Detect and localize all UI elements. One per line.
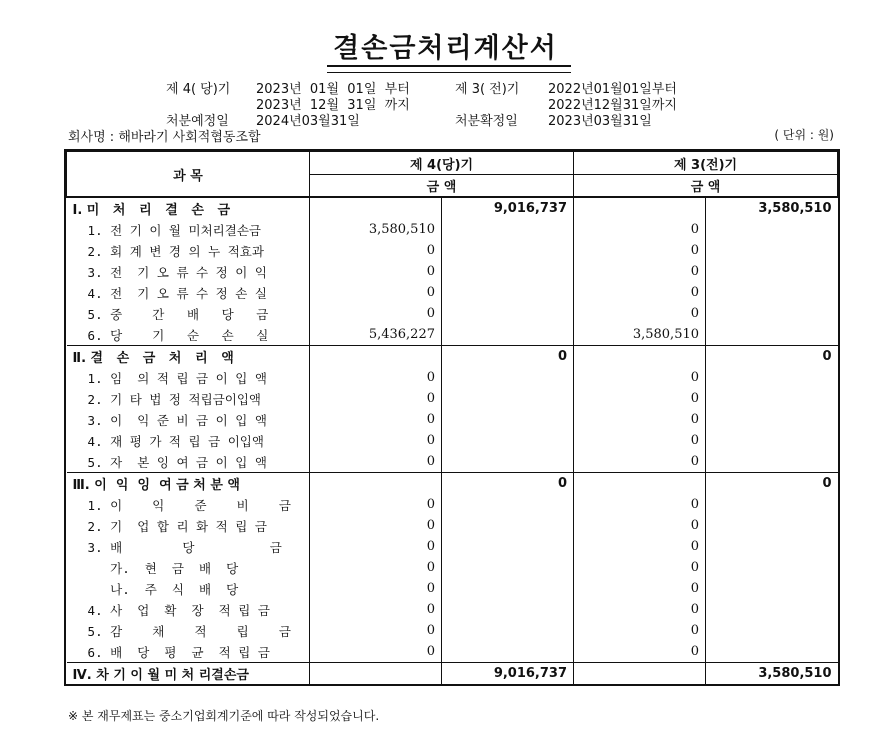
current-detail-cell: [310, 663, 442, 685]
table-row: [67, 451, 838, 473]
table-row: [67, 261, 838, 282]
prior-detail-cell: [574, 473, 706, 495]
current-detail-amount: 0: [310, 599, 442, 620]
current-total-cell: [442, 620, 574, 641]
current-period-label: 제 4( 당)기: [166, 82, 231, 97]
company-name: 회사명 : 해바라기 사회적협동조합: [68, 130, 261, 145]
table-row: [67, 430, 838, 451]
table-row: [67, 557, 838, 578]
account-label: 3. 전 기 오 류 수 정 이 익: [67, 261, 310, 282]
current-total-cell: [442, 451, 574, 473]
current-detail-cell: [310, 197, 442, 219]
prior-detail-cell: [574, 663, 706, 685]
current-total-cell: [442, 219, 574, 240]
prior-detail-amount: 0: [574, 515, 706, 536]
prior-total-amount: 0: [706, 346, 838, 368]
section-row: [67, 197, 838, 219]
prior-detail-amount: 0: [574, 430, 706, 451]
header-prior-period: 제 3(전)기: [574, 152, 838, 175]
current-period-to: 2023년 12월 31일 까지: [256, 98, 410, 113]
prior-detail-cell: [574, 346, 706, 368]
account-label: Ⅰ. 미 처 리 결 손 금: [67, 197, 310, 219]
current-total-cell: [442, 536, 574, 557]
account-label: 5. 자 본 잉 여 금 이 입 액: [67, 451, 310, 473]
prior-detail-amount: 0: [574, 536, 706, 557]
current-detail-amount: 0: [310, 240, 442, 261]
account-label: Ⅱ. 결 손 금 처 리 액: [67, 346, 310, 368]
current-detail-amount: 0: [310, 494, 442, 515]
current-total-cell: [442, 240, 574, 261]
prior-detail-amount: 0: [574, 641, 706, 663]
account-label: 5. 감 채 적 립 금: [67, 620, 310, 641]
prior-total-cell: [706, 303, 838, 324]
current-total-cell: [442, 303, 574, 324]
current-period-from: 2023년 01월 01일 부터: [256, 82, 410, 97]
account-label: 3. 이 익 준 비 금 이 입 액: [67, 409, 310, 430]
prior-detail-amount: 0: [574, 557, 706, 578]
prior-total-cell: [706, 388, 838, 409]
current-total-cell: [442, 578, 574, 599]
prior-total-cell: [706, 324, 838, 346]
current-total-cell: [442, 367, 574, 388]
table-row: [67, 578, 838, 599]
prior-total-cell: [706, 599, 838, 620]
prior-detail-amount: 0: [574, 219, 706, 240]
prior-detail-amount: 0: [574, 494, 706, 515]
footnote: ※ 본 재무제표는 중소기업회계기준에 따라 작성되었습니다.: [68, 709, 380, 723]
current-total-amount: 0: [442, 346, 574, 368]
table-row: [67, 494, 838, 515]
current-detail-amount: 0: [310, 303, 442, 324]
prior-detail-amount: 0: [574, 599, 706, 620]
prior-period-label: 제 3( 전)기: [455, 82, 520, 97]
current-detail-cell: [310, 346, 442, 368]
current-detail-amount: 0: [310, 367, 442, 388]
prior-total-cell: [706, 219, 838, 240]
current-total-cell: [442, 494, 574, 515]
prior-total-cell: [706, 430, 838, 451]
current-detail-amount: 5,436,227: [310, 324, 442, 346]
current-detail-amount: 0: [310, 641, 442, 663]
header-current-period: 제 4(당)기: [310, 152, 574, 175]
document-title: 결손금처리계산서: [333, 33, 558, 64]
table-row: [67, 388, 838, 409]
planned-date: 2024년03월31일: [256, 114, 360, 129]
current-total-cell: [442, 324, 574, 346]
account-label: 나. 주 식 배 당: [67, 578, 310, 599]
prior-period-to: 2022년12월31일까지: [548, 98, 677, 113]
prior-total-cell: [706, 578, 838, 599]
current-total-cell: [442, 261, 574, 282]
account-label: 1. 임 의 적 립 금 이 입 액: [67, 367, 310, 388]
confirmed-date-label: 처분확정일: [455, 114, 518, 129]
current-detail-amount: 0: [310, 388, 442, 409]
prior-total-cell: [706, 557, 838, 578]
confirmed-date: 2023년03월31일: [548, 114, 652, 129]
current-detail-amount: 0: [310, 451, 442, 473]
current-detail-amount: 0: [310, 282, 442, 303]
current-detail-cell: [310, 473, 442, 495]
prior-detail-amount: 0: [574, 409, 706, 430]
prior-detail-amount: 0: [574, 620, 706, 641]
current-total-amount: 9,016,737: [442, 663, 574, 685]
account-label: 2. 기 타 법 정 적립금이입액: [67, 388, 310, 409]
planned-date-label: 처분예정일: [166, 114, 229, 129]
account-label: 2. 회 계 변 경 의 누 적효과: [67, 240, 310, 261]
current-total-cell: [442, 430, 574, 451]
account-label: Ⅲ. 이 익 잉 여 금 처 분 액: [67, 473, 310, 495]
prior-period-from: 2022년01월01일부터: [548, 82, 677, 97]
current-detail-amount: 0: [310, 620, 442, 641]
current-detail-amount: 0: [310, 409, 442, 430]
current-detail-amount: 0: [310, 557, 442, 578]
statement-rows: [67, 197, 838, 684]
table-row: [67, 240, 838, 261]
title-underline: [327, 65, 571, 73]
prior-total-cell: [706, 515, 838, 536]
current-detail-amount: 0: [310, 578, 442, 599]
current-detail-amount: 0: [310, 536, 442, 557]
prior-total-cell: [706, 494, 838, 515]
current-detail-amount: 0: [310, 261, 442, 282]
prior-detail-amount: 0: [574, 240, 706, 261]
account-label: 6. 배 당 평 균 적 립 금: [67, 641, 310, 663]
prior-detail-amount: 0: [574, 303, 706, 324]
current-total-amount: 0: [442, 473, 574, 495]
prior-total-cell: [706, 620, 838, 641]
account-label: Ⅳ. 차 기 이 월 미 처 리결손금: [67, 663, 310, 685]
current-total-cell: [442, 557, 574, 578]
table-row: [67, 367, 838, 388]
prior-total-cell: [706, 409, 838, 430]
table-row: [67, 599, 838, 620]
table-row: [67, 324, 838, 346]
prior-total-cell: [706, 536, 838, 557]
table-row: [67, 641, 838, 663]
account-label: 4. 재 평 가 적 립 금 이입액: [67, 430, 310, 451]
current-detail-amount: 0: [310, 430, 442, 451]
header-prior-amount: 금 액: [574, 175, 838, 198]
prior-detail-amount: 0: [574, 388, 706, 409]
account-label: 1. 이 익 준 비 금: [67, 494, 310, 515]
account-label: 가. 현 금 배 당: [67, 557, 310, 578]
prior-total-cell: [706, 641, 838, 663]
prior-total-amount: 3,580,510: [706, 663, 838, 685]
prior-detail-amount: 0: [574, 367, 706, 388]
prior-total-cell: [706, 282, 838, 303]
account-label: 4. 전 기 오 류 수 정 손 실: [67, 282, 310, 303]
prior-detail-amount: 0: [574, 282, 706, 303]
section-row: [67, 663, 838, 685]
account-label: 2. 기 업 합 리 화 적 립 금: [67, 515, 310, 536]
table-row: [67, 620, 838, 641]
section-row: [67, 473, 838, 495]
prior-total-amount: 0: [706, 473, 838, 495]
table-row: [67, 303, 838, 324]
current-total-amount: 9,016,737: [442, 197, 574, 219]
account-label: 6. 당 기 순 손 실: [67, 324, 310, 346]
prior-total-cell: [706, 367, 838, 388]
prior-detail-amount: 3,580,510: [574, 324, 706, 346]
prior-total-cell: [706, 451, 838, 473]
section-row: [67, 346, 838, 368]
table-row: [67, 219, 838, 240]
current-total-cell: [442, 282, 574, 303]
header-current-amount: 금 액: [310, 175, 574, 198]
current-total-cell: [442, 388, 574, 409]
account-label: 1. 전 기 이 월 미처리결손금: [67, 219, 310, 240]
unit-label: ( 단위 : 원): [774, 128, 834, 142]
current-total-cell: [442, 515, 574, 536]
table-row: [67, 409, 838, 430]
prior-total-amount: 3,580,510: [758, 201, 832, 216]
header-subject: 과 목: [67, 152, 310, 198]
current-total-cell: [442, 641, 574, 663]
table-row: [67, 515, 838, 536]
prior-total-cell: [706, 240, 838, 261]
current-total-cell: [442, 409, 574, 430]
account-label: 4. 사 업 확 장 적 립 금: [67, 599, 310, 620]
current-total-cell: [442, 599, 574, 620]
prior-total-cell: [706, 261, 838, 282]
current-detail-amount: 0: [310, 515, 442, 536]
table-row: [67, 282, 838, 303]
prior-detail-amount: 0: [574, 578, 706, 599]
prior-detail-cell: [574, 197, 706, 219]
account-label: 3. 배 당 금: [67, 536, 310, 557]
prior-detail-amount: 0: [574, 261, 706, 282]
current-detail-amount: 3,580,510: [310, 219, 442, 240]
table-row: [67, 536, 838, 557]
account-label: 5. 중 간 배 당 금: [67, 303, 310, 324]
statement-table: [66, 151, 838, 684]
prior-detail-amount: 0: [574, 451, 706, 473]
